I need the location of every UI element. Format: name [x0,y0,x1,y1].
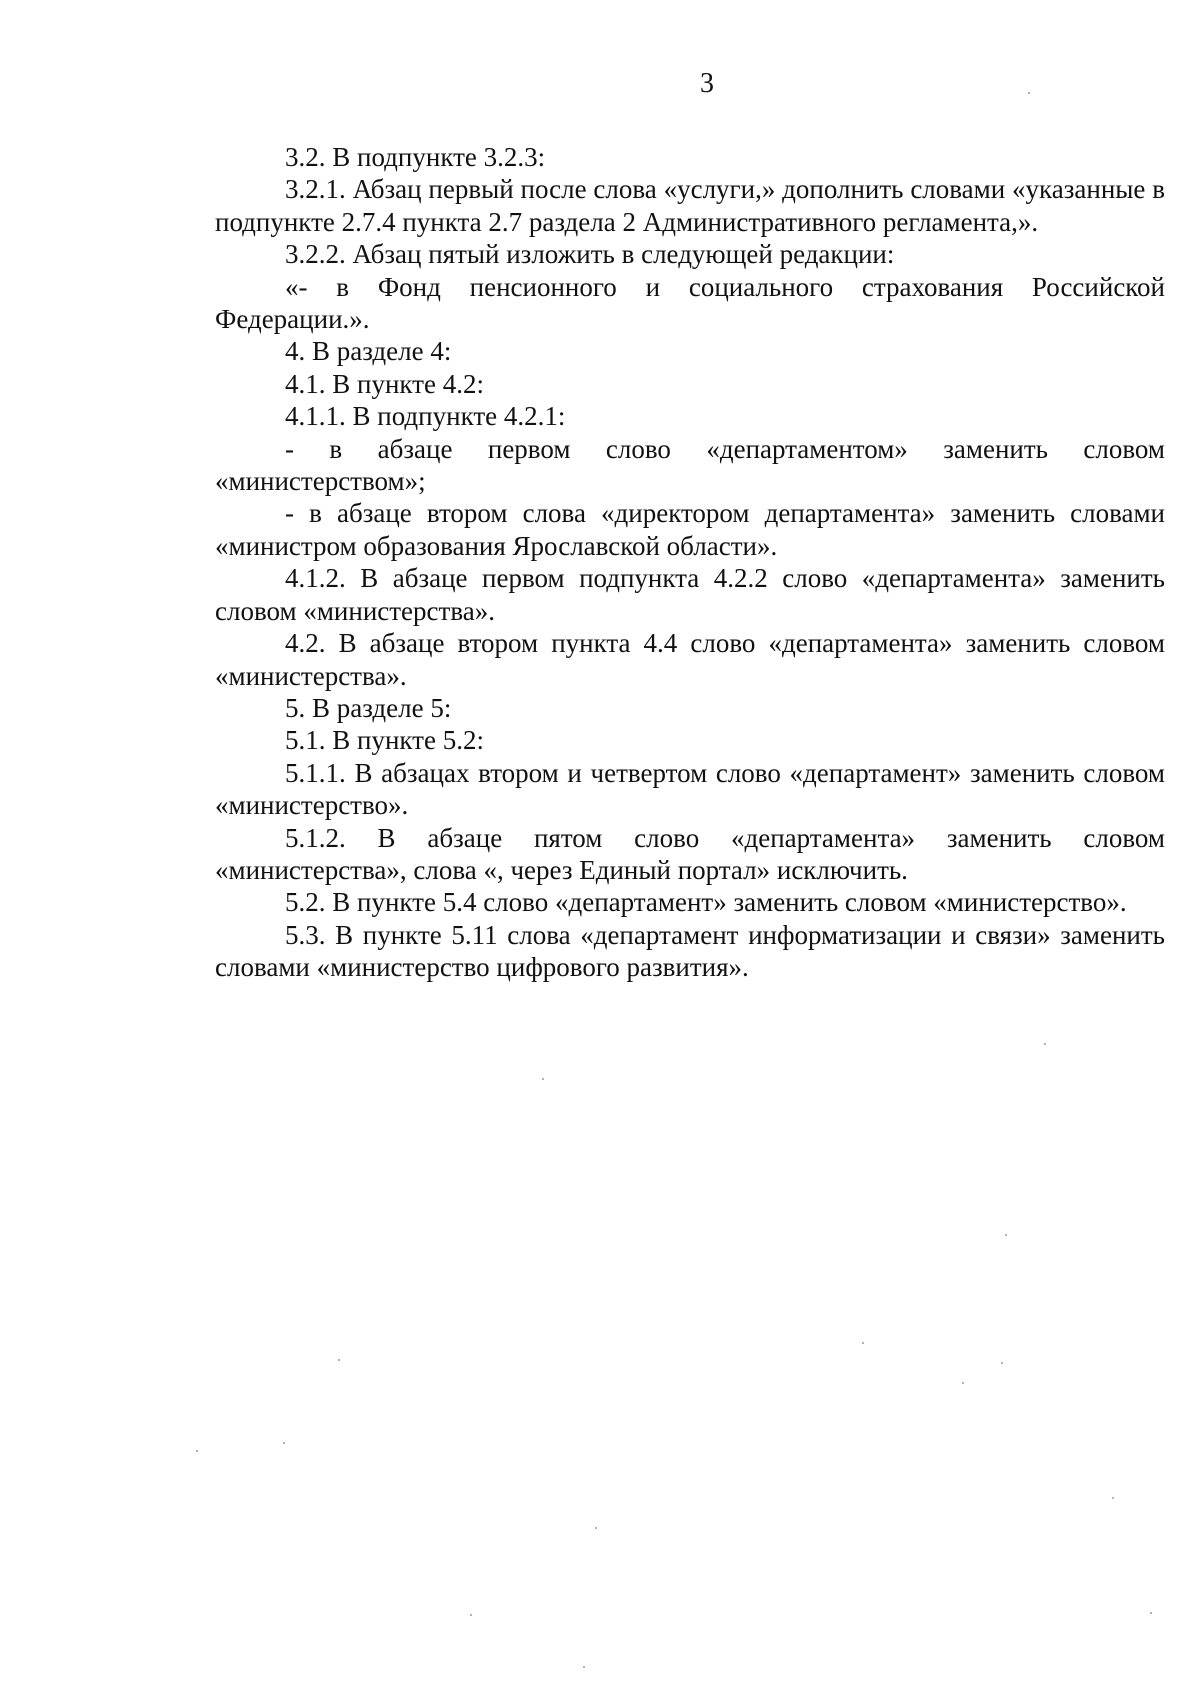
paragraph: 4.1.1. В подпункте 4.2.1: [285,401,566,432]
scan-speck [1150,1612,1152,1614]
paragraph: 4.1. В пункте 4.2: [285,368,484,399]
scan-speck [283,1442,285,1444]
paragraph: 4.1.2. В абзаце первом подпункта 4.2.2 слово «департамента» заменить словом «министерства». [215,563,1165,626]
paragraph: 5.1.2. В абзаце пятом слово «департамента» заменить словом «министерства», слова «, через Единый портал» исключить. [215,822,1165,885]
paragraph: - в абзаце первом слово «департаментом» заменить словом «министерством»; [215,433,1165,497]
scan-speck [862,1342,864,1344]
paragraph: 4. В разделе 4: [285,336,452,367]
paragraph: 5.3. В пункте 5.11 слова «департамент информатизации и связи» заменить словами «министерство цифрового развития». [215,919,1165,983]
paragraph: 5.1. В пункте 5.2: [285,725,484,756]
scan-speck [196,1450,198,1452]
paragraph: 5.1.1. В абзацах втором и четвертом слово «департамент» заменить словом «министерство». [215,757,1165,821]
scan-speck [1028,92,1030,94]
paragraph: 4.2. В абзаце втором пункта 4.4 слово «департамента» заменить словом «министерства». [215,628,1165,691]
scan-speck [595,1527,597,1529]
scan-speck [1001,1362,1003,1364]
scan-speck [1005,1234,1007,1236]
paragraph: 5.2. В пункте 5.4 слово «департамент» заменить словом «министерство». [285,887,1127,918]
paragraph: «- в Фонд пенсионного и социального страхования Российской Федерации.». [215,271,1165,335]
scan-speck [338,1359,340,1361]
scan-speck [1044,1043,1046,1045]
page-number: 3 [700,68,714,99]
scan-speck [1112,1497,1114,1499]
paragraph: - в абзаце втором слова «директором департамента» заменить словами «министром образования Ярославской области». [215,498,1165,561]
scan-speck [542,1078,544,1080]
paragraph: 5. В разделе 5: [285,692,452,723]
paragraph: 3.2.2. Абзац пятый изложить в следующей редакции: [285,239,895,270]
paragraph: 3.2.1. Абзац первый после слова «услуги,» дополнить словами «указанные в подпункте 2.7.4 пункта 2.7 раздела 2 Административного регламента,». [215,174,1165,237]
paragraph: 3.2. В подпункте 3.2.3: [285,142,546,172]
scan-speck [962,1382,964,1384]
scan-speck [470,1614,472,1616]
scan-speck [583,1666,585,1668]
document-body [215,141,1165,984]
